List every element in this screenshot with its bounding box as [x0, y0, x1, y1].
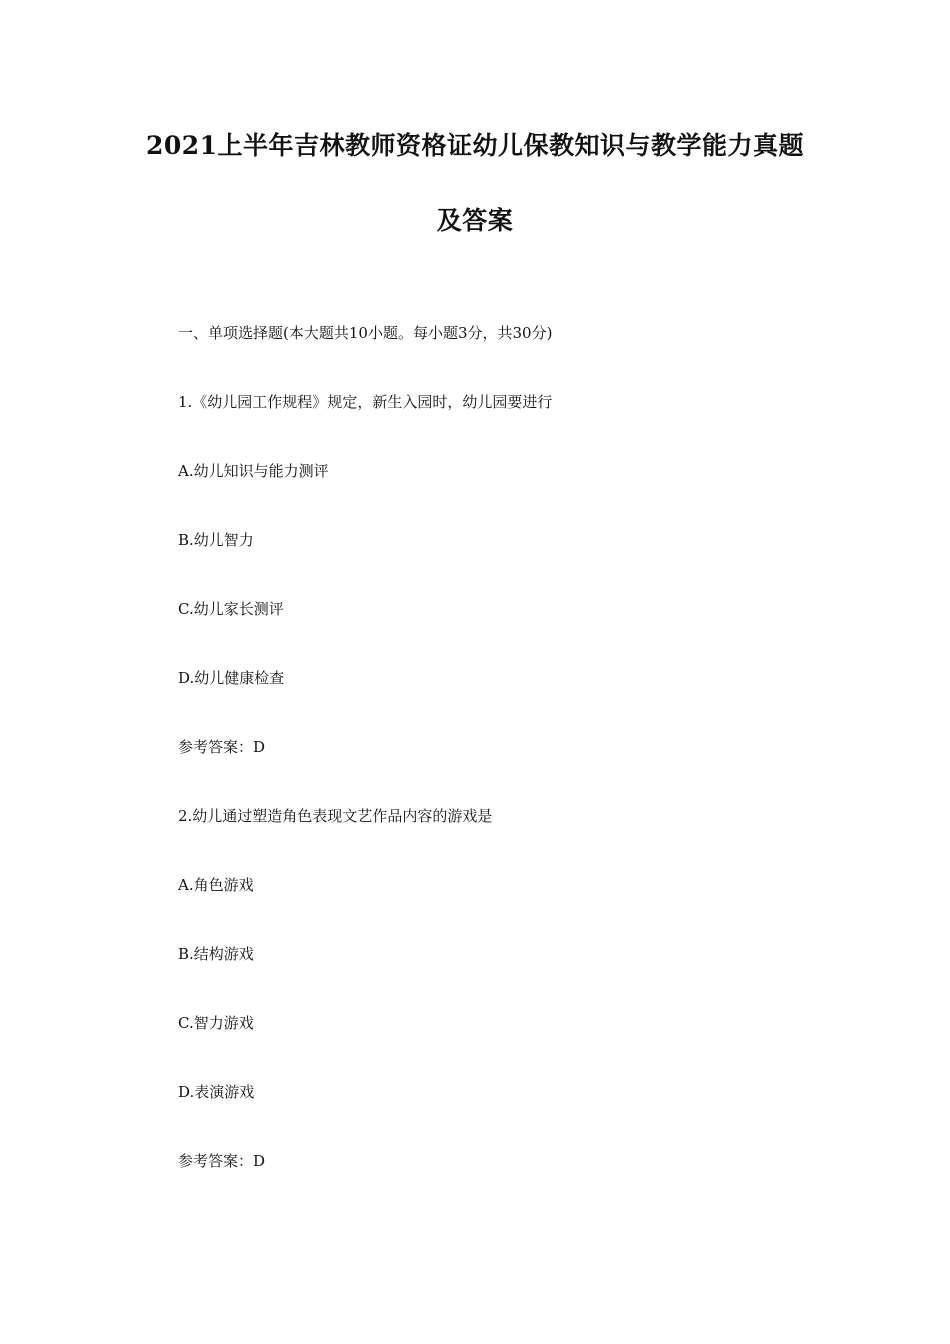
question-2-option-c: C.智力游戏	[178, 1014, 254, 1032]
document-title-line-2: 及答案	[436, 206, 514, 235]
question-2-option-b: B.结构游戏	[178, 945, 254, 963]
document-title-line-1: 2021上半年吉林教师资格证幼儿保教知识与教学能力真题	[145, 131, 805, 160]
question-1-option-c: C.幼儿家长测评	[178, 600, 284, 618]
question-2-answer: 参考答案：D	[178, 1152, 266, 1170]
question-1-option-d: D.幼儿健康检查	[178, 669, 285, 687]
question-1-answer: 参考答案：D	[178, 738, 266, 756]
question-2-stem: 2.幼儿通过塑造角色表现文艺作品内容的游戏是	[178, 807, 493, 825]
question-2-option-d: D.表演游戏	[178, 1083, 255, 1101]
section-heading: 一、单项选择题(本大题共10小题。每小题3分，共30分)	[178, 324, 553, 342]
question-1-option-b: B.幼儿智力	[178, 531, 254, 549]
question-2-option-a: A.角色游戏	[178, 876, 254, 894]
question-1-stem: 1.《幼儿园工作规程》规定，新生入园时，幼儿园要进行	[178, 393, 553, 411]
question-1-option-a: A.幼儿知识与能力测评	[178, 462, 329, 480]
